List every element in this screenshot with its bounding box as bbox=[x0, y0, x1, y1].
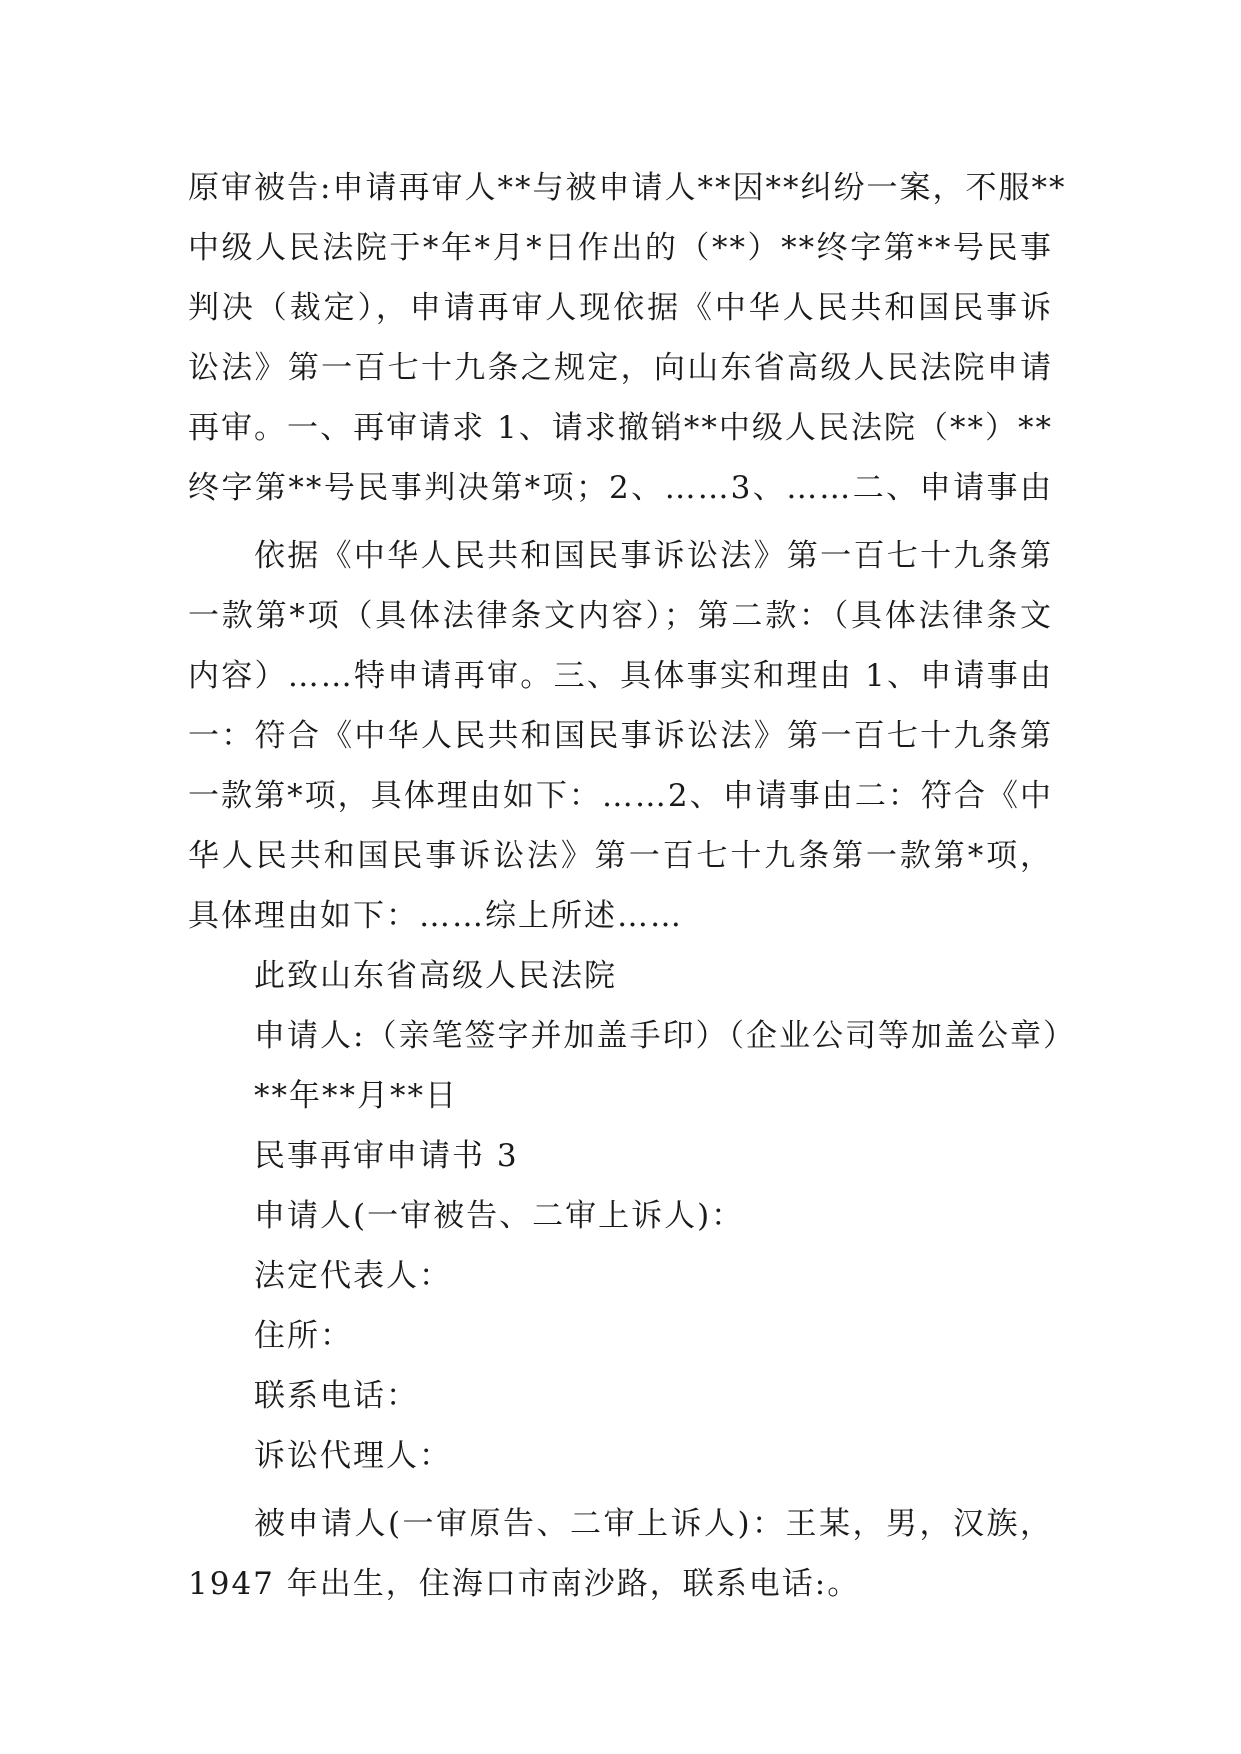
address-line: 住所： bbox=[254, 1318, 353, 1354]
paragraph-petition-intro bbox=[188, 158, 1067, 518]
phone-line: 联系电话： bbox=[254, 1378, 419, 1414]
text-line: 一：符合《中华人民共和国民事诉讼法》第一百七十九条第 bbox=[188, 718, 1053, 754]
text-line: 具体理由如下：……综上所述…… bbox=[188, 898, 683, 934]
text-line: 判决（裁定），申请再审人现依据《中华人民共和国民事诉 bbox=[188, 290, 1053, 326]
text-line: 一款第*项（具体法律条文内容）；第二款：（具体法律条文 bbox=[188, 598, 1053, 634]
text-line: 讼法》第一百七十九条之规定，向山东省高级人民法院申请 bbox=[188, 350, 1053, 386]
agent-line: 诉讼代理人： bbox=[254, 1438, 452, 1474]
date-line: **年**月**日 bbox=[254, 1078, 458, 1114]
document-3-block bbox=[188, 1126, 1053, 1614]
legal-representative-line: 法定代表人： bbox=[254, 1258, 452, 1294]
text-line: 终字第**号民事判决第*项；2、……3、……二、申请事由 bbox=[188, 470, 1053, 506]
text-line: 依据《中华人民共和国民事诉讼法》第一百七十九条第 bbox=[254, 538, 1053, 574]
document-title: 民事再审申请书 3 bbox=[254, 1138, 519, 1174]
applicant-signature: 申请人:（亲笔签字并加盖手印）（企业公司等加盖公章） bbox=[254, 1018, 1076, 1054]
text-line: 原审被告:申请再审人**与被申请人**因**纠纷一案，不服** bbox=[188, 170, 1067, 206]
text-line: 华人民共和国民事诉讼法》第一百七十九条第一款第*项， bbox=[188, 838, 1053, 874]
respondent-line-continued: 1947 年出生，住海口市南沙路，联系电话:。 bbox=[188, 1566, 861, 1602]
closing-block bbox=[188, 946, 1076, 1126]
text-line: 一款第*项，具体理由如下：……2、申请事由二：符合《中 bbox=[188, 778, 1053, 814]
respondent-line: 被申请人(一审原告、二审上诉人)：王某，男，汉族， bbox=[254, 1506, 1053, 1542]
paragraph-legal-basis bbox=[188, 526, 1053, 946]
document-body bbox=[188, 158, 1076, 1614]
applicant-line: 申请人(一审被告、二审上诉人)： bbox=[254, 1198, 745, 1234]
text-line: 再审。一、再审请求 1、请求撤销**中级人民法院（**）** bbox=[188, 410, 1053, 446]
text-line: 中级人民法院于*年*月*日作出的（**）**终字第**号民事 bbox=[188, 230, 1053, 266]
text-line: 内容）……特申请再审。三、具体事实和理由 1、申请事由 bbox=[188, 658, 1053, 694]
addressee: 此致山东省高级人民法院 bbox=[254, 958, 617, 994]
